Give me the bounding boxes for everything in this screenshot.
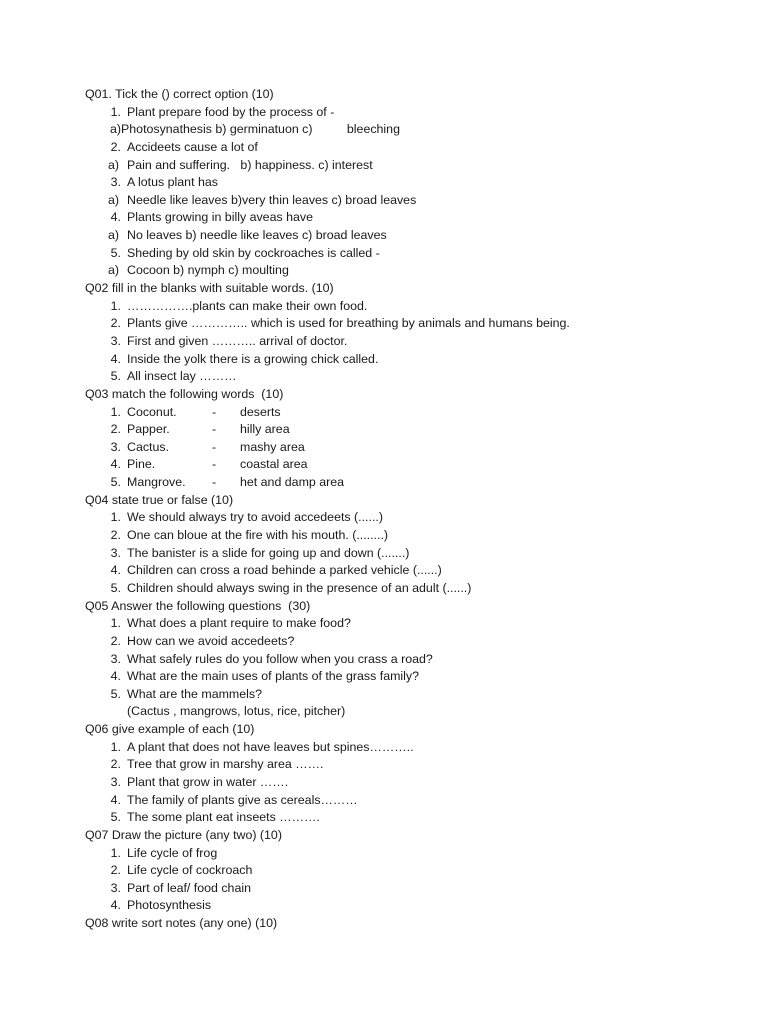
question-item xyxy=(0,756,768,774)
option-text: Needle like leaves b)very thin leaves c) broad leaves xyxy=(127,192,417,207)
option-letter: a) xyxy=(108,157,120,172)
item-text: Tree that grow in marshy area ……. xyxy=(127,757,324,772)
item-text: Children should always swing in the presence of an adult (......) xyxy=(127,580,472,595)
question-heading: Q01. Tick the () correct option (10) xyxy=(85,87,274,101)
question-item xyxy=(0,792,768,810)
question-item xyxy=(0,897,768,915)
question-heading: Q07 Draw the picture (any two) (10) xyxy=(85,827,282,842)
question-item xyxy=(0,774,768,792)
item-text: Sheding by old skin by cockroaches is called - xyxy=(127,245,380,260)
question-item xyxy=(0,580,768,598)
item-number: 4. xyxy=(110,351,121,366)
item-number: 5. xyxy=(110,580,121,595)
question-item xyxy=(0,174,768,192)
question-item xyxy=(0,739,768,757)
match-dash: - xyxy=(212,404,217,419)
match-left: Coconut. xyxy=(127,404,177,419)
match-dash: - xyxy=(212,457,217,472)
question-item xyxy=(0,633,768,651)
item-number: 4. xyxy=(110,669,121,684)
item-text: Life cycle of frog xyxy=(127,845,218,860)
item-text: The some plant eat inseets ………. xyxy=(127,810,320,825)
match-right: hilly area xyxy=(240,422,290,437)
item-number: 1. xyxy=(110,616,121,631)
question-item xyxy=(0,104,768,122)
question-item xyxy=(0,298,768,316)
item-number: 1. xyxy=(110,510,121,525)
match-right: mashy area xyxy=(240,439,305,454)
item-number: 3. xyxy=(110,439,121,454)
question-item xyxy=(0,209,768,227)
item-number: 2. xyxy=(110,316,121,331)
option-letter: a) xyxy=(108,228,120,243)
question-item xyxy=(0,862,768,880)
item-text: One can bloue at the fire with his mouth. (........) xyxy=(127,528,389,543)
item-text: A lotus plant has xyxy=(127,175,218,190)
option-line xyxy=(0,121,768,139)
hint-text: (Cactus , mangrows, lotus, rice, pitcher) xyxy=(127,704,346,719)
item-number: 2. xyxy=(110,757,121,772)
item-number: 3. xyxy=(110,880,121,895)
item-number: 3. xyxy=(110,333,121,348)
question-item xyxy=(0,880,768,898)
item-number: 3. xyxy=(110,774,121,789)
option-line xyxy=(0,227,768,245)
item-text: Accideets cause a lot of xyxy=(127,139,258,154)
item-text: The banister is a slide for going up and down (.......) xyxy=(127,545,410,560)
option-letter: a) xyxy=(108,192,120,207)
item-text: What does a plant require to make food? xyxy=(127,616,351,631)
match-left: Mangrove. xyxy=(127,475,186,490)
option-text: No leaves b) needle like leaves c) broad leaves xyxy=(127,228,387,243)
question-heading: Q04 state true or false (10) xyxy=(85,492,234,507)
match-left: Cactus. xyxy=(127,439,170,454)
item-number: 1. xyxy=(110,739,121,754)
question-item xyxy=(0,686,768,704)
question-heading: Q03 match the following words (10) xyxy=(85,386,284,401)
item-number: 1. xyxy=(110,298,121,313)
match-row xyxy=(0,456,768,474)
item-number: 4. xyxy=(110,210,121,225)
question-item xyxy=(0,351,768,369)
item-text: All insect lay ……… xyxy=(127,369,237,384)
question-item xyxy=(0,509,768,527)
match-row xyxy=(0,439,768,457)
question-item xyxy=(0,315,768,333)
question-heading: Q02 fill in the blanks with suitable words. (10) xyxy=(85,281,334,296)
question-item xyxy=(0,668,768,686)
match-dash: - xyxy=(212,439,217,454)
option-text: Pain and suffering. b) happiness. c) interest xyxy=(127,157,373,172)
item-text: What safely rules do you follow when you crass a road? xyxy=(127,651,433,666)
item-text: A plant that does not have leaves but spines……….. xyxy=(127,739,414,754)
question-item xyxy=(0,845,768,863)
question-item xyxy=(0,615,768,633)
item-text: We should always try to avoid accedeets (......) xyxy=(127,510,383,525)
item-number: 1. xyxy=(110,845,121,860)
item-text: Photosynthesis xyxy=(127,898,212,913)
option-line xyxy=(0,192,768,210)
item-text: First and given ……….. arrival of doctor. xyxy=(127,333,348,348)
question-item xyxy=(0,562,768,580)
item-number: 4. xyxy=(110,898,121,913)
item-text: What are the mammels? xyxy=(127,686,262,701)
option-line xyxy=(0,157,768,175)
match-row xyxy=(0,404,768,422)
item-number: 5. xyxy=(110,369,121,384)
item-number: 2. xyxy=(110,863,121,878)
question-heading: Q06 give example of each (10) xyxy=(85,722,255,737)
hint-line xyxy=(0,703,768,721)
match-left: Pine. xyxy=(127,457,156,472)
item-text: Life cycle of cockroach xyxy=(127,863,253,878)
item-text: …………….plants can make their own food. xyxy=(127,298,368,313)
match-right: deserts xyxy=(240,404,281,419)
question-item xyxy=(0,333,768,351)
question-heading: Q05 Answer the following questions (30) xyxy=(85,598,311,613)
item-number: 4. xyxy=(110,792,121,807)
question-item xyxy=(0,368,768,386)
match-left: Papper. xyxy=(127,422,170,437)
item-number: 2. xyxy=(110,139,121,154)
option-text: a)Photosynathesis b) germinatuon c) bleeching xyxy=(110,122,400,137)
question-item xyxy=(0,809,768,827)
item-text: What are the main uses of plants of the grass family? xyxy=(127,669,420,684)
item-text: Plants give ………….. which is used for breathing by animals and humans being. xyxy=(127,316,570,331)
match-row xyxy=(0,421,768,439)
item-number: 3. xyxy=(110,651,121,666)
item-number: 4. xyxy=(110,563,121,578)
item-number: 1. xyxy=(110,104,121,119)
item-text: How can we avoid accedeets? xyxy=(127,633,295,648)
item-text: The family of plants give as cereals……… xyxy=(127,792,358,807)
item-number: 2. xyxy=(110,633,121,648)
item-number: 4. xyxy=(110,457,121,472)
option-line xyxy=(0,262,768,280)
item-text: Plant that grow in water ……. xyxy=(127,774,289,789)
item-text: Inside the yolk there is a growing chick called. xyxy=(127,351,379,366)
question-item xyxy=(0,139,768,157)
item-number: 3. xyxy=(110,175,121,190)
item-text: Part of leaf/ food chain xyxy=(127,880,251,895)
question-item xyxy=(0,245,768,263)
item-number: 2. xyxy=(110,422,121,437)
option-letter: a) xyxy=(108,263,120,278)
item-number: 3. xyxy=(110,545,121,560)
item-number: 5. xyxy=(110,475,121,490)
match-right: het and damp area xyxy=(240,475,345,490)
item-number: 1. xyxy=(110,404,121,419)
question-item xyxy=(0,545,768,563)
item-text: Children can cross a road behinde a parked vehicle (......) xyxy=(127,563,442,578)
item-text: Plants growing in billy aveas have xyxy=(127,210,313,225)
match-row xyxy=(0,474,768,492)
question-heading: Q08 write sort notes (any one) (10) xyxy=(85,916,278,931)
question-item xyxy=(0,527,768,545)
item-number: 2. xyxy=(110,528,121,543)
question-item xyxy=(0,651,768,669)
match-right: coastal area xyxy=(240,457,308,472)
match-dash: - xyxy=(212,475,217,490)
item-text: Plant prepare food by the process of - xyxy=(127,104,335,119)
worksheet-content xyxy=(0,86,768,933)
match-dash: - xyxy=(212,422,217,437)
item-number: 5. xyxy=(110,810,121,825)
item-number: 5. xyxy=(110,686,121,701)
option-text: Cocoon b) nymph c) moulting xyxy=(127,263,289,278)
item-number: 5. xyxy=(110,245,121,260)
